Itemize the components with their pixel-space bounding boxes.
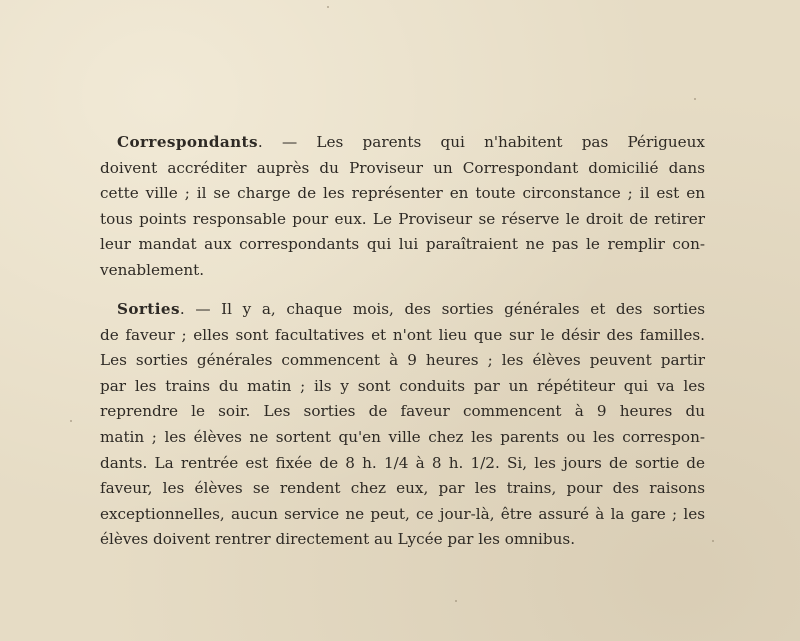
text-line: leur mandat aux correspondants qui lui paraîtraient ne pas le remplir con- bbox=[100, 235, 705, 254]
correspondants-heading: Correspondants bbox=[117, 133, 258, 151]
text-line: faveur, les élèves se rendent chez eux, par les trains, pour des raisons bbox=[100, 479, 705, 498]
paper-speck bbox=[327, 6, 329, 8]
sorties-paragraph bbox=[100, 297, 705, 553]
text-line: cette ville ; il se charge de les représenter en toute circonstance ; il est en bbox=[100, 184, 705, 203]
text-line bbox=[100, 297, 705, 323]
text-line: dants. La rentrée est fixée de 8 h. 1/4 à 8 h. 1/2. Si, les jours de sortie de bbox=[100, 453, 705, 472]
text-line: venablement. bbox=[100, 260, 205, 279]
text-line-content: . — Les parents qui n'habitent pas Périgueux bbox=[257, 133, 705, 151]
text-line: matin ; les élèves ne sortent qu'en ville chez les parents ou les correspon- bbox=[100, 427, 705, 446]
text-line: élèves doivent rentrer directement au Lycée par les omnibus. bbox=[100, 530, 576, 549]
paper-speck bbox=[70, 420, 72, 422]
text-line: exceptionnelles, aucun service ne peut, ce jour-là, être assuré à la gare ; les bbox=[100, 504, 705, 523]
paper-speck bbox=[694, 98, 696, 100]
text-line: Les sorties générales commencent à 9 heures ; les élèves peuvent partir bbox=[100, 351, 705, 370]
correspondants-paragraph bbox=[100, 130, 705, 284]
text-line: de faveur ; elles sont facultatives et n'ont lieu que sur le désir des familles. bbox=[100, 325, 705, 344]
paper-speck bbox=[455, 600, 457, 602]
text-line: doivent accréditer auprès du Proviseur un Correspondant domicilié dans bbox=[100, 158, 705, 177]
text-line: reprendre le soir. Les sorties de faveur commencent à 9 heures du bbox=[100, 402, 705, 421]
paper-speck bbox=[712, 540, 714, 542]
text-line bbox=[100, 130, 705, 156]
text-line: par les trains du matin ; ils y sont conduits par un répétiteur qui va les bbox=[100, 376, 705, 395]
sorties-heading: Sorties bbox=[117, 300, 180, 318]
text-line-content: . — Il y a, chaque mois, des sorties générales et des sorties bbox=[179, 300, 705, 318]
text-line: tous points responsable pour eux. Le Proviseur se réserve le droit de retirer bbox=[100, 209, 705, 228]
